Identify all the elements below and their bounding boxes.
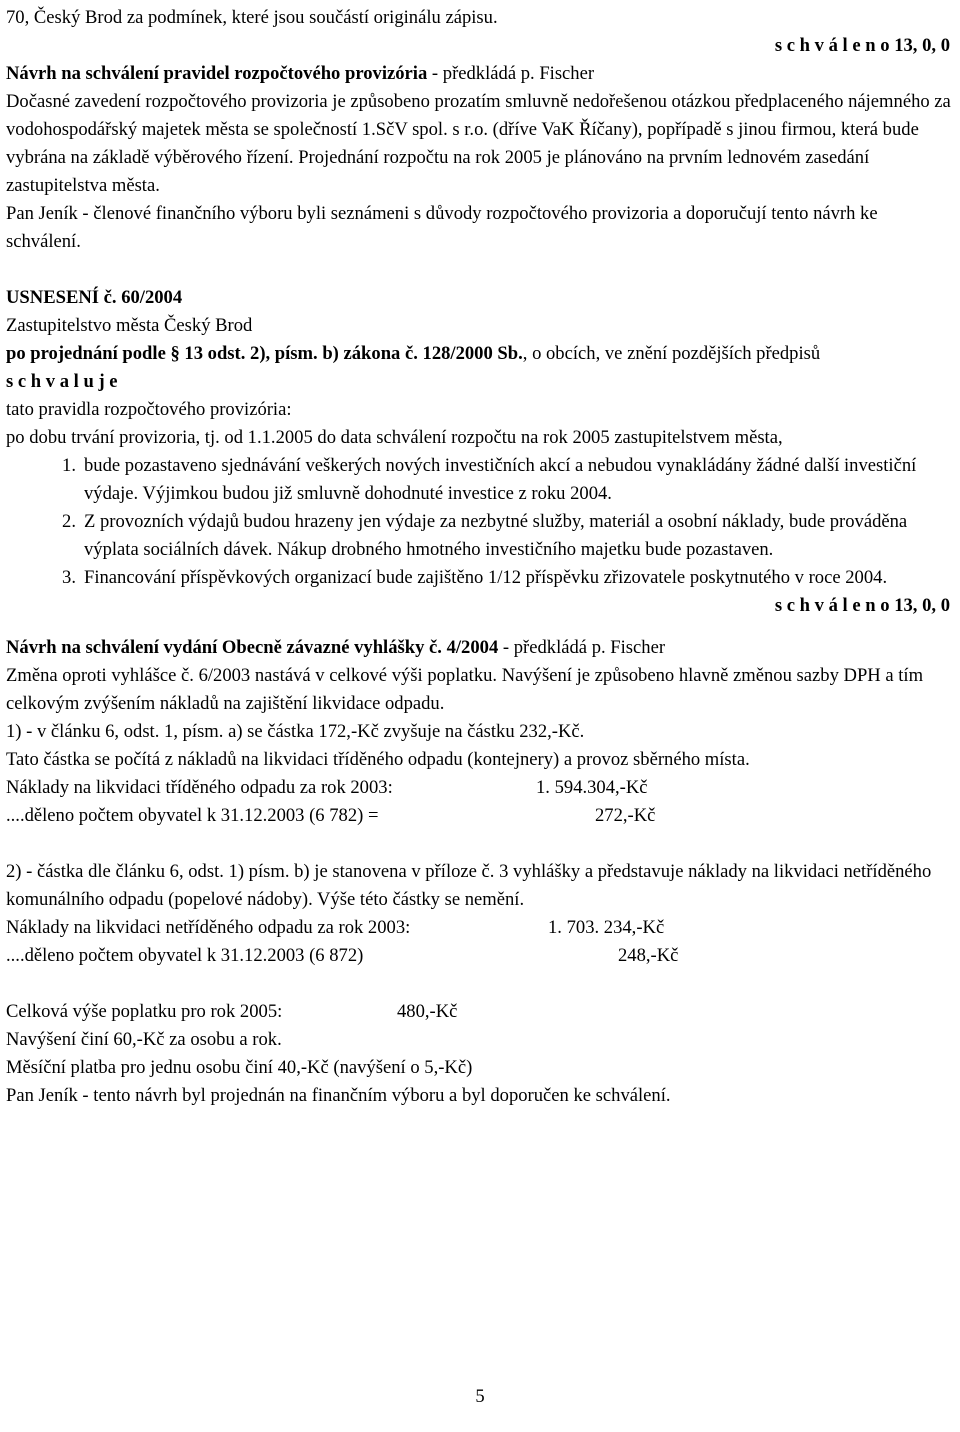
sorted-division-label: ....děleno počtem obyvatel k 31.12.2003 (6 782) = [6, 805, 379, 826]
list-item [6, 564, 954, 592]
unsorted-division-value: 248,-Kč [618, 945, 679, 966]
sorted-costs-row [6, 774, 954, 802]
unsorted-costs-label: Náklady na likvidaci netříděného odpadu za rok 2003: [6, 917, 411, 938]
total-fee-label: Celková výše poplatku pro rok 2005: [6, 1001, 283, 1022]
resolution-rules-intro: tato pravidla rozpočtového provizória: [6, 399, 292, 420]
list-item [6, 452, 954, 508]
unsorted-costs-value: 1. 703. 234,-Kč [548, 917, 665, 938]
resolution-duration: po dobu trvání provizoria, tj. od 1.1.2005 do data schválení rozpočtu na rok 2005 zastupitelstvem města, [6, 427, 783, 448]
intro-line: 70, Český Brod za podmínek, které jsou součástí originálu zápisu. [6, 7, 498, 28]
proposal2-heading: Návrh na schválení vydání Obecně závazné vyhlášky č. 4/2004 - předkládá p. Fischer [6, 637, 666, 658]
proposal2-point2: 2) - částka dle článku 6, odst. 1) písm. b) je stanovena v příloze č. 3 vyhlášky a představuje náklady na likvidaci netříděného komunálního odpadu (popelové nádoby). Výše této částky se nemění. [6, 861, 932, 910]
sorted-costs-label: Náklady na likvidaci tříděného odpadu za rok 2003: [6, 777, 393, 798]
proposal2-paragraph: Změna oproti vyhlášce č. 6/2003 nastává v celkové výši poplatku. Navýšení je způsobeno hlavně změnou sazby DPH a tím celkovým zvýšením nákladů na zajištění likvidace odpadu. [6, 665, 924, 714]
proposal1-heading: Návrh na schválení pravidel rozpočtového provizória - předkládá p. Fischer [6, 63, 595, 84]
approval-status-top: s c h v á l e n o 13, 0, 0 [774, 35, 950, 56]
fee-increase: Navýšení činí 60,-Kč za osobu a rok. [6, 1029, 282, 1050]
unsorted-division-row [6, 942, 954, 970]
committee-recommendation: Pan Jeník - tento návrh byl projednán na finančním výboru a byl doporučen ke schválení. [6, 1085, 671, 1106]
proposal1-paragraph: Dočasné zavedení rozpočtového provizoria je způsobeno prozatím smluvně nedořešenou otázkou předplaceného nájemného za vodohospodářský majetek města se společností 1.SčV spol. s r.o. (dříve VaK Říčany), popřípadě s jinou firmou, která bude vybrána na základě výběrového řízení. Projednání rozpočtu na rok 2005 je plánováno na prvním lednovém zasedání zastupitelstva města. [6, 91, 951, 196]
sorted-division-value: 272,-Kč [595, 805, 656, 826]
proposal2-point1: 1) - v článku 6, odst. 1, písm. a) se částka 172,-Kč zvyšuje na částku 232,-Kč. [6, 721, 585, 742]
unsorted-division-label: ....děleno počtem obyvatel k 31.12.2003 (6 872) [6, 945, 364, 966]
list-item-number: 3. [62, 567, 76, 588]
sorted-division-row [6, 802, 954, 830]
resolution-legal-basis: po projednání podle § 13 odst. 2), písm. b) zákona č. 128/2000 Sb., o obcích, ve znění pozdějších předpisů [6, 343, 821, 364]
proposal1-committee-note: Pan Jeník - členové finančního výboru byli seznámeni s důvody rozpočtového provizoria a doporučují tento návrh ke schválení. [6, 203, 878, 252]
proposal2-sorted-note: Tato částka se počítá z nákladů na likvidaci tříděného odpadu (kontejnery) a provoz sběrného místa. [6, 749, 750, 770]
unsorted-costs-row [6, 914, 954, 942]
total-fee-value: 480,-Kč [397, 1001, 458, 1022]
approval-status-resolution: s c h v á l e n o 13, 0, 0 [774, 595, 950, 616]
list-item-text: Financování příspěvkových organizací bude zajištěno 1/12 příspěvku zřizovatele poskytnutého v roce 2004. [84, 567, 888, 588]
page-number: 5 [475, 1386, 485, 1407]
list-item-number: 2. [62, 511, 76, 532]
resolution-verb: s c h v a l u j e [6, 371, 118, 392]
list-item-text: Z provozních výdajů budou hrazeny jen výdaje za nezbytné služby, materiál a osobní náklady, bude prováděna výplata sociálních dávek. Nákup drobného hmotného investičního majetku bude pozastaven. [84, 511, 908, 560]
total-fee-row [6, 998, 954, 1026]
list-item-text: bude pozastaveno sjednávání veškerých nových investičních akcí a nebudou vynakládány žádné další investiční výdaje. Výjimkou budou již smluvně dohodnuté investice z roku 2004. [84, 455, 917, 504]
sorted-costs-value: 1. 594.304,-Kč [536, 777, 648, 798]
resolution-body: Zastupitelstvo města Český Brod [6, 315, 253, 336]
list-item [6, 508, 954, 564]
list-item-number: 1. [62, 455, 76, 476]
resolution-title: USNESENÍ č. 60/2004 [6, 287, 183, 308]
monthly-payment: Měsíční platba pro jednu osobu činí 40,-Kč (navýšení o 5,-Kč) [6, 1057, 473, 1078]
